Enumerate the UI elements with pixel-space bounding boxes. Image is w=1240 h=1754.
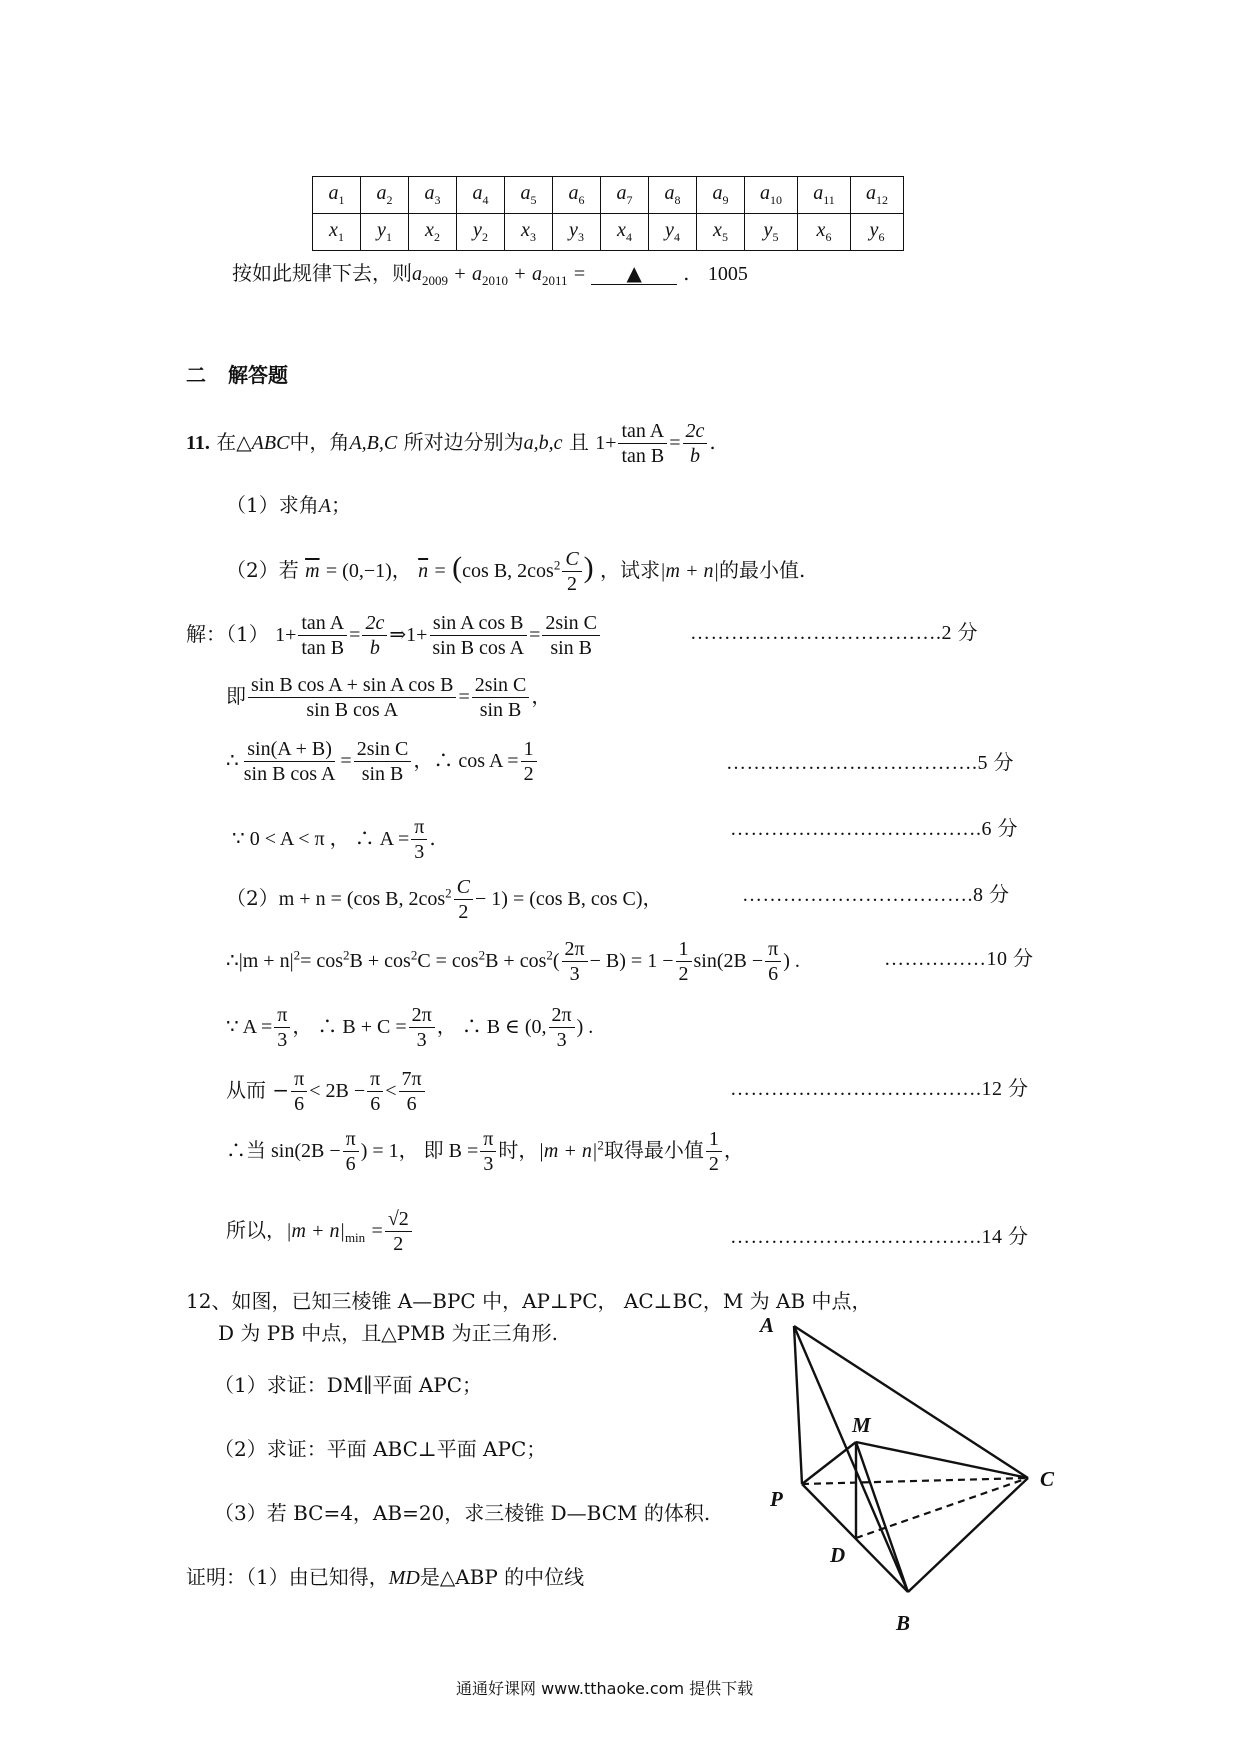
solution-line-4: ∵ 0 < A < π ， ∴ A = $\frac{\pi}{3}$ . [232,816,436,863]
question-12-part-3: （3）若 BC=4，AB=20，求三棱锥 D—BCM 的体积. [214,1501,711,1525]
table-cell: $a_6$ [553,177,601,214]
solution-line-8: 从而 − $\frac{\pi}{6}$ < 2B − $\frac{\pi}{6}$ < $\frac{7\pi}{6}$ [226,1068,427,1115]
table-cell: $y_3$ [553,214,601,251]
table-row [313,177,904,214]
edge-AB [794,1326,908,1592]
fill-in-question: 按如此规律下去，则$a_{2009} + a_{2010} + a_{2011}$ = ▲ . 1005 [232,261,748,288]
label-C: C [1040,1467,1055,1491]
table-cell: $a_7$ [601,177,649,214]
table-cell: $x_4$ [601,214,649,251]
table-cell: $x_5$ [697,214,745,251]
table-cell: $x_1$ [313,214,361,251]
edge-AC [794,1326,1028,1478]
label-A: A [760,1313,775,1337]
score-mark: ……………………………….5 分 [726,752,1014,774]
table-cell: $a_{10}$ [745,177,798,214]
score-mark: …………………………….8 分 [742,884,1010,906]
page-footer: 通通好课网 www.tthaoke.com 提供下载 [456,1679,754,1698]
solution-line-2: 即 $\frac{\text{sin B cos A + sin A cos B}}{\text{sin B cos A}}$ = $\frac{\text{2sin C}}{\text{sin B}}$ ， [226,674,552,721]
table-cell: $y_6$ [851,214,904,251]
label-D: D [830,1543,846,1567]
edge-DC [856,1478,1028,1538]
table-cell: $a_{11}$ [798,177,851,214]
solution-line-6: ∴|m + $n|^2= \cos^2B + \cos^2C = \cos^2B + \cos^2$( $\frac{2\pi}{3}$ − B) = 1 − $\frac{1}{2}$ sin(2B − $\frac{\pi}{6}$ ) . [226,938,800,985]
section-heading: 二 解答题 [186,363,288,387]
table-cell: $a_8$ [649,177,697,214]
question-12-line-2: D 为 PB 中点，且△PMB 为正三角形. [218,1321,558,1345]
score-mark: ……………………………….2 分 [690,622,978,644]
table-cell: $y_4$ [649,214,697,251]
solution-line-1: 解：（1） 1+ $\frac{\text{tan A}}{\text{tan B}}$ = $\frac{2c}{b}$ ⇒1+ $\frac{\text{sin A cos B}}{\text{sin B cos A}}$ = $\frac{\text{2sin C}}{\text{sin B}}$ [186,612,602,659]
sequence-table [312,176,904,251]
pyramid-figure [756,1300,1096,1640]
solution-line-9: ∴当 sin(2B − $\frac{\pi}{6}$ ) = 1， 即 B = $\frac{\pi}{3}$ 时，$|m + n|^2$取得最小值 $\frac{1}{2}$ ， [226,1128,744,1175]
solution-line-3: ∴ $\frac{\sin(A + B)}{\text{sin B cos A}}$ = $\frac{\text{2sin C}}{\text{sin B}}$ ，∴ cos A = $\frac{1}{2}$ [226,738,539,785]
table-cell: $a_9$ [697,177,745,214]
label-B: B [896,1611,911,1635]
edge-PM [802,1442,856,1484]
solution-line-10: 所以，$|m + n|_{min}$ = $\frac{√2}{2}$ [226,1208,414,1255]
question-11-part-2: （2）若 $\overline{m} = (0,-1)$， $\overline{n} = (\cos$ B, $2\cos^2$ $\frac{C}{2}$ ) ，试求|m + n|的最小值. [226,548,806,595]
score-mark: ……………………………….6 分 [730,818,1018,840]
question-12-part-2: （2）求证：平面 ABC⊥平面 APC； [214,1437,547,1461]
question-12-line-1: 12、如图，已知三棱锥 A—BPC 中，AP⊥PC， AC⊥BC，M 为 AB 中点， [186,1289,872,1313]
edge-AP [794,1326,802,1484]
solution-line-5: （2）m + n = (cos B, $2\cos^2$ $\frac{C}{2}$ − 1) = (cos B, cos C)， [226,876,663,923]
table-cell: $y_5$ [745,214,798,251]
table-cell: $a_3$ [409,177,457,214]
table-cell: $a_2$ [361,177,409,214]
score-mark: ……………10 分 [884,948,1034,970]
edge-BC [908,1478,1028,1592]
score-mark: ……………………………….12 分 [730,1078,1029,1100]
table-cell: $a_1$ [313,177,361,214]
table-row [313,214,904,251]
label-M: M [852,1413,871,1437]
score-mark: ……………………………….14 分 [730,1226,1029,1248]
table-cell: $a_5$ [505,177,553,214]
proof-line-1: 证明：（1）由已知得，MD是△ABP 的中位线 [186,1565,585,1589]
question-12-part-1: （1）求证：DM∥平面 APC； [214,1373,483,1397]
table-cell: $y_1$ [361,214,409,251]
question-11-part-1: （1）求角A； [226,493,351,517]
table-cell: $y_2$ [457,214,505,251]
edge-MB [856,1442,908,1592]
answer-blank: ▲ [591,262,677,285]
question-11: 11. 在△ABC中，角A,B,C 所对边分别为a,b,c 且 1+ $\frac{\text{tan A}}{\text{tan B}}$ = $\frac{2c}{b}$ . [186,420,716,467]
label-P: P [770,1487,783,1511]
answer-value: 1005 [707,263,748,285]
table-cell: $x_2$ [409,214,457,251]
table-cell: $x_6$ [798,214,851,251]
edge-PC [802,1478,1028,1484]
table-cell: $x_3$ [505,214,553,251]
table-cell: $a_4$ [457,177,505,214]
solution-line-7: ∵ A = $\frac{\pi}{3}$ ， ∴ B + C = $\frac{2\pi}{3}$ ， ∴ B ∈ (0, $\frac{2\pi}{3}$ ) . [226,1004,594,1051]
table-cell: $a_{12}$ [851,177,904,214]
